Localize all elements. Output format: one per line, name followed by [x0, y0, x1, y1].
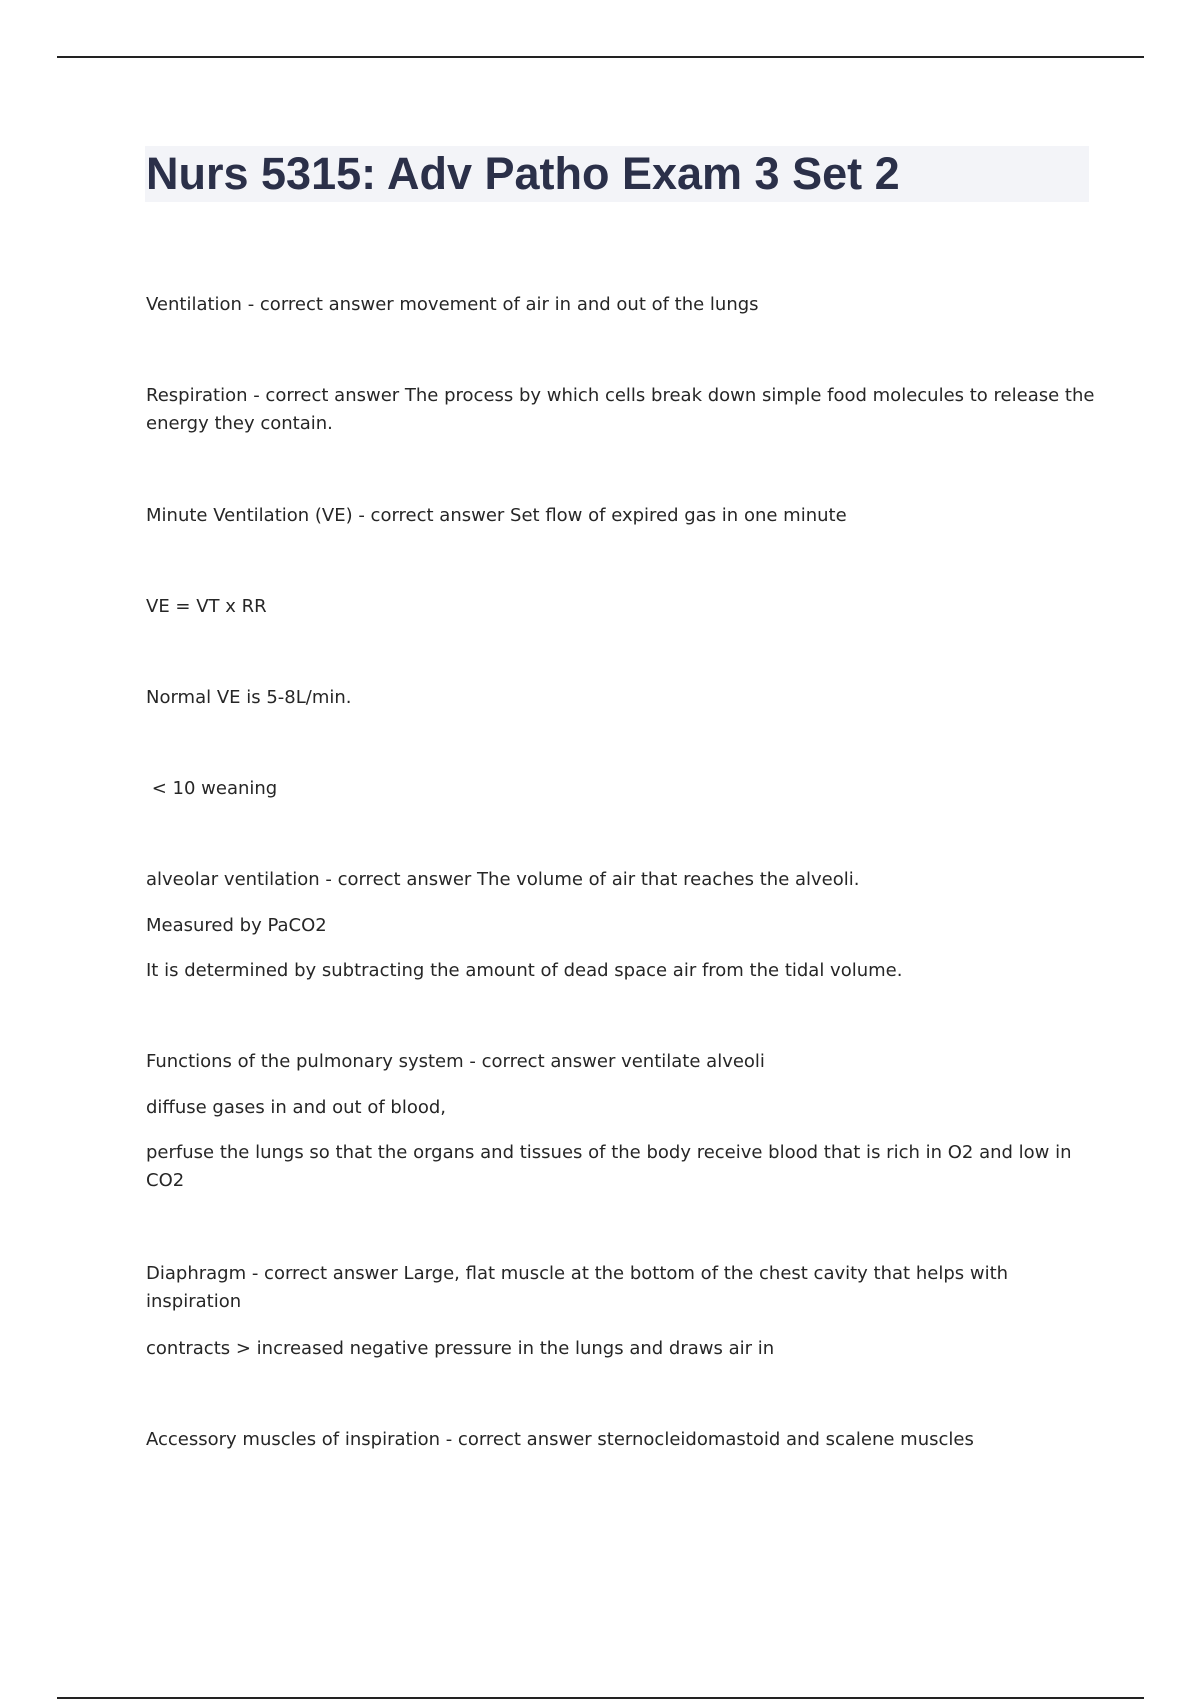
diaphragm-contracts: contracts > increased negative pressure in the lungs and draws air in	[146, 1338, 775, 1359]
alveolar-measured-by: Measured by PaCO2	[146, 915, 327, 936]
qa-minute-ventilation: Minute Ventilation (VE) - correct answer Set flow of expired gas in one minute	[146, 505, 847, 526]
bottom-rule	[57, 1697, 1144, 1699]
qa-alveolar-ventilation: alveolar ventilation - correct answer The volume of air that reaches the alveoli.	[146, 869, 860, 890]
qa-diaphragm: Diaphragm - correct answer Large, flat muscle at the bottom of the chest cavity that helps with inspiration	[146, 1263, 1009, 1312]
document-title: Nurs 5315: Adv Patho Exam 3 Set 2	[146, 148, 900, 199]
qa-ventilation: Ventilation - correct answer movement of air in and out of the lungs	[146, 294, 759, 315]
formula-ve: VE = VT x RR	[146, 596, 267, 617]
qa-pulmonary-functions: Functions of the pulmonary system - correct answer ventilate alveoli	[146, 1051, 765, 1072]
normal-ve: Normal VE is 5-8L/min.	[146, 687, 352, 708]
pulmonary-diffuse: diffuse gases in and out of blood,	[146, 1097, 447, 1118]
alveolar-determined-by: It is determined by subtracting the amount of dead space air from the tidal volume.	[146, 960, 903, 981]
qa-accessory-muscles: Accessory muscles of inspiration - correct answer sternocleidomastoid and scalene muscles	[146, 1429, 974, 1450]
top-rule	[57, 56, 1144, 58]
pulmonary-perfuse: perfuse the lungs so that the organs and tissues of the body receive blood that is rich in O2 and low in CO2	[146, 1142, 1072, 1191]
weaning-threshold: < 10 weaning	[146, 778, 278, 799]
qa-respiration: Respiration - correct answer The process by which cells break down simple food molecules to release the energy they contain.	[146, 385, 1095, 434]
